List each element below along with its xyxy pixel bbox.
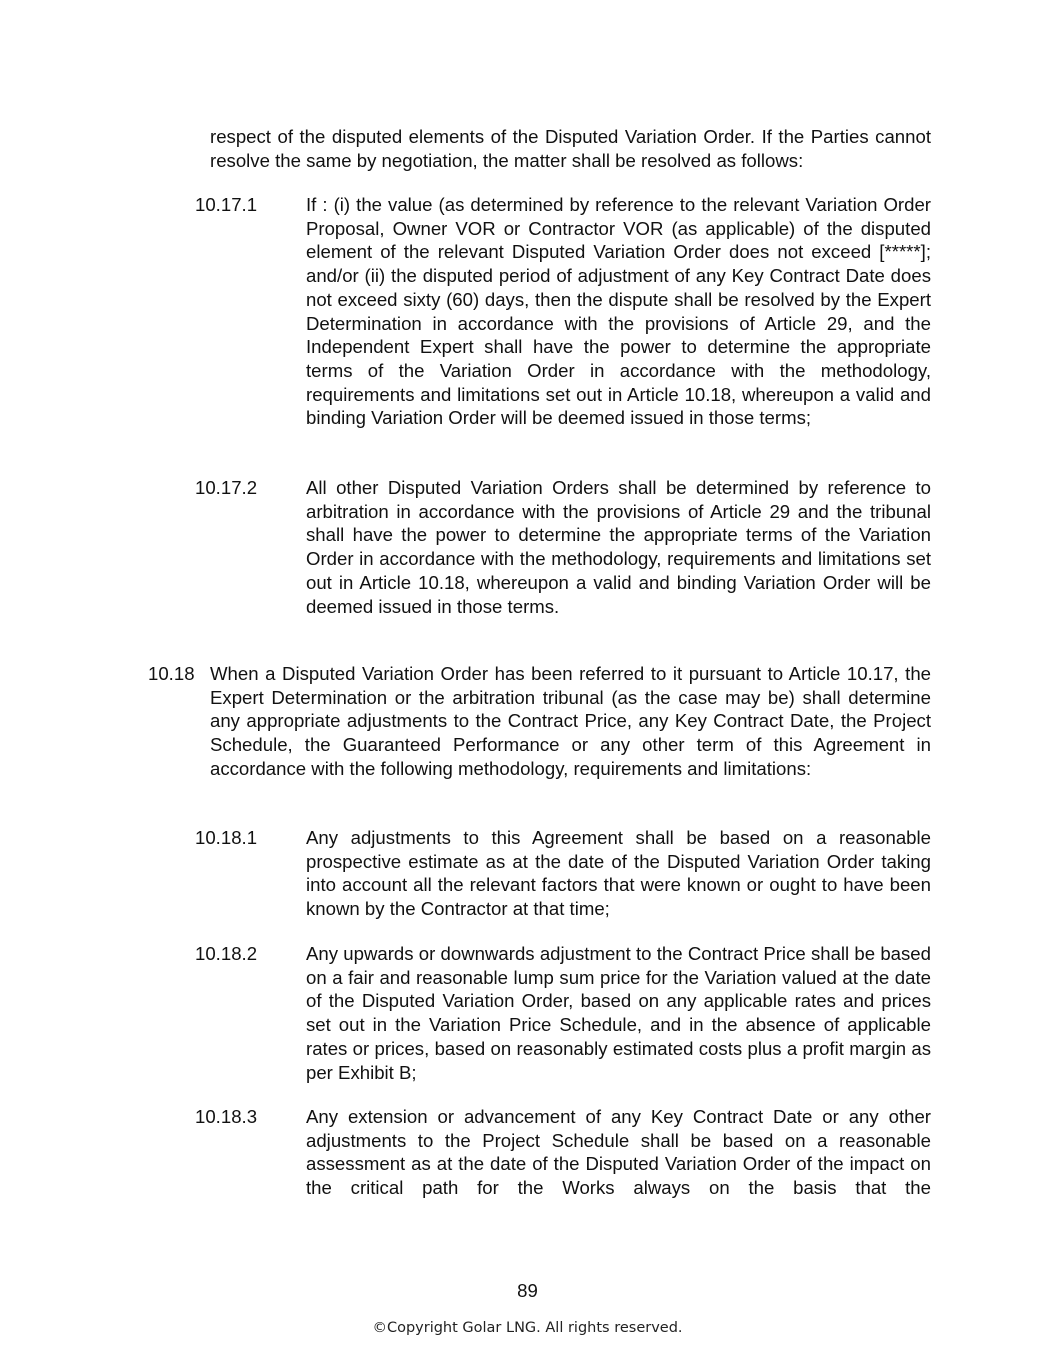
copyright-footer: ©Copyright Golar LNG. All rights reserved. xyxy=(372,1320,683,1336)
clause-text: If : (i) the value (as determined by reference to the relevant Variation Order Proposal, Owner VOR or Contractor VOR (as applicable) of the disputed element of the relevant Disputed Variation Order does not exceed [*****]; and/or (ii) the disputed period of adjustment of any Key Contract Date does not exceed sixty (60) days, then the dispute shall be resolved by the Expert Determination in accordance with the provisions of Article 29, and the Independent Expert shall have the power to determine the appropriate terms of the Variation Order in accordance with the methodology, requirements and limitations set out in Article 10.18, whereupon a valid and binding Variation Order will be deemed issued in those terms; xyxy=(306,194,931,429)
clause-text: Any upwards or downwards adjustment to the Contract Price shall be based on a fair and reasonable lump sum price for the Variation valued at the date of the Disputed Variation Order, based on any applicable rates and prices set out in the Variation Price Schedule, and in the absence of applicable rates or prices, based on reasonably estimated costs plus a profit margin as per Exhibit B; xyxy=(306,943,931,1083)
clause-number: 10.18.1 xyxy=(195,827,258,848)
clause-number: 10.17.1 xyxy=(195,194,258,215)
intro-paragraph: respect of the disputed elements of the Disputed Variation Order. If the Parties cannot resolve the same by negotiation, the matter shall be resolved as follows: xyxy=(210,126,931,171)
clause-text: When a Disputed Variation Order has been referred to it pursuant to Article 10.17, the Expert Determination or the arbitration tribunal (as the case may be) shall determine any appropriate adjustments to the Contract Price, any Key Contract Date, the Project Schedule, the Guaranteed Performance or any other term of this Agreement in accordance with the following methodology, requirements and limitations: xyxy=(210,663,931,779)
clause-number: 10.18.2 xyxy=(195,943,258,964)
clause-text: All other Disputed Variation Orders shall be determined by reference to arbitration in accordance with the provisions of Article 29 and the tribunal shall have the power to determine the appropriate terms of the Variation Order in accordance with the methodology, requirements and limitations set out in Article 10.18, whereupon a valid and binding Variation Order will be deemed issued in those terms. xyxy=(306,477,931,617)
page-number: 89 xyxy=(517,1280,538,1301)
clause-text: Any adjustments to this Agreement shall be based on a reasonable prospective estimate as at the date of the Disputed Variation Order taking into account all the relevant factors that were known or ought to have been known by the Contractor at that time; xyxy=(306,827,931,920)
clause-number: 10.18 xyxy=(148,663,195,684)
clause-text: Any extension or advancement of any Key Contract Date or any other adjustments to the Project Schedule shall be based on a reasonable assessment as at the date of the Disputed Variation Order of the impact on the critical path for the Works always on the basis that the xyxy=(306,1106,931,1199)
clause-number: 10.18.3 xyxy=(195,1106,258,1127)
clause-number: 10.17.2 xyxy=(195,477,258,498)
